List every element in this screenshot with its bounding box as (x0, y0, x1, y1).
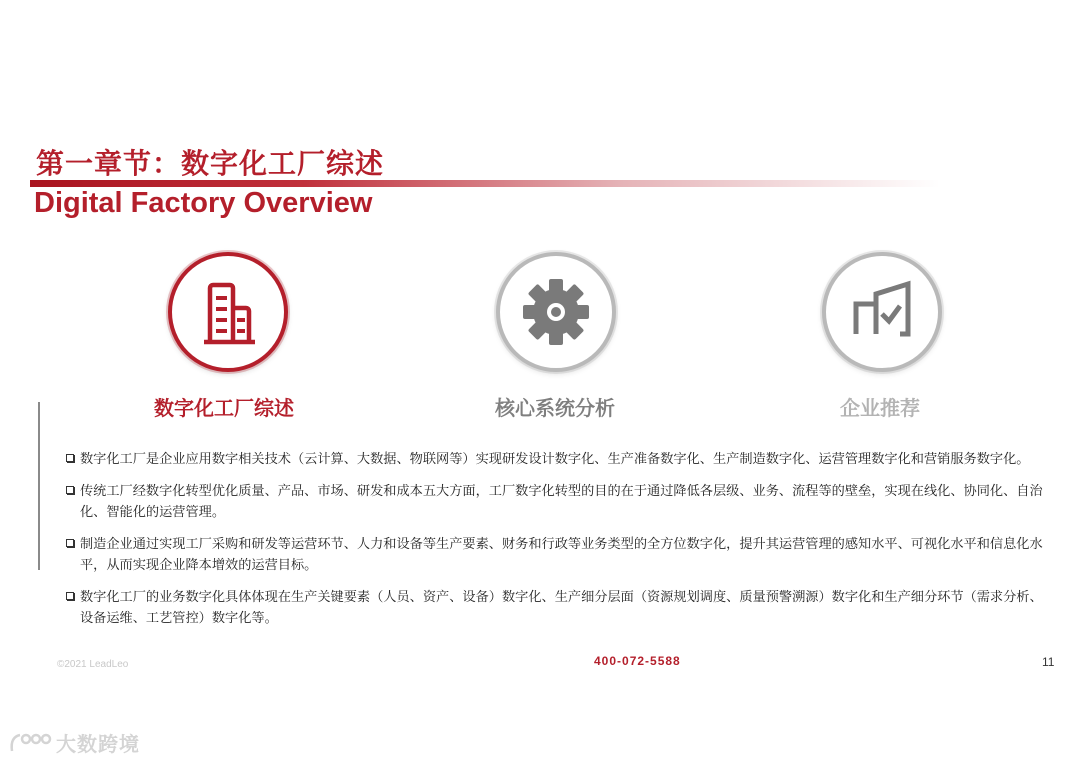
bullet-text: 制造企业通过实现工厂采购和研发等运营环节、人力和设备等生产要素、财务和行政等业务类型的全方位数字化，提升其运营管理的感知水平、可视化水平和信息化水平，从而实现企业降本增效的运营目标。 (80, 537, 1043, 573)
building-icon (172, 256, 284, 368)
list-item (66, 449, 1048, 470)
bullet-box-icon (66, 486, 74, 494)
section-circle-overview[interactable] (168, 252, 288, 372)
bullet-text: 数字化工厂是企业应用数字相关技术（云计算、大数据、物联网等）实现研发设计数字化、生产准备数字化、生产制造数字化、运营管理数字化和营销服务数字化。 (80, 452, 1030, 467)
section-circle-core-systems[interactable] (496, 252, 616, 372)
left-accent-bar (38, 402, 40, 570)
watermark-text: 大数跨境 (56, 732, 140, 756)
section-circle-enterprise[interactable] (822, 252, 942, 372)
section-label-core-systems[interactable] (435, 392, 675, 421)
bullet-text: 数字化工厂的业务数字化具体体现在生产关键要素（人员、资产、设备）数字化、生产细分层面（资源规划调度、质量预警溯源）数字化和生产细分环节（需求分析、设备运维、工艺管控）数字化等。 (80, 590, 1043, 626)
list-item (66, 587, 1048, 629)
bullet-box-icon (66, 454, 74, 462)
section-label-enterprise[interactable] (760, 392, 1000, 421)
page-number: 11 (1042, 655, 1055, 669)
bullet-text: 传统工厂经数字化转型优化质量、产品、市场、研发和成本五大方面，工厂数字化转型的目的在于通过降低各层级、业务、流程等的壁垒，实现在线化、协同化、自治化、智能化的运营管理。 (80, 484, 1043, 520)
bullet-list (66, 449, 1048, 640)
section-label-overview[interactable] (104, 392, 344, 421)
page-title-cn: 第一章节：数字化工厂综述 (36, 147, 385, 180)
door-check-icon (826, 256, 938, 368)
watermark-logo-icon (8, 729, 52, 757)
list-item (66, 534, 1048, 576)
copyright-text: ©2021 LeadLeo (57, 659, 129, 670)
section-label-overview-text: 数字化工厂综述 (154, 396, 294, 420)
watermark (8, 728, 140, 757)
bullet-box-icon (66, 592, 74, 600)
title-divider (30, 180, 940, 187)
bullet-box-icon (66, 539, 74, 547)
section-label-core-systems-text: 核心系统分析 (495, 396, 615, 420)
section-label-enterprise-text: 企业推荐 (840, 396, 920, 420)
contact-phone: 400-072-5588 (594, 654, 681, 668)
gear-icon (500, 256, 612, 368)
list-item (66, 481, 1048, 523)
page-title-en: Digital Factory Overview (34, 187, 373, 219)
